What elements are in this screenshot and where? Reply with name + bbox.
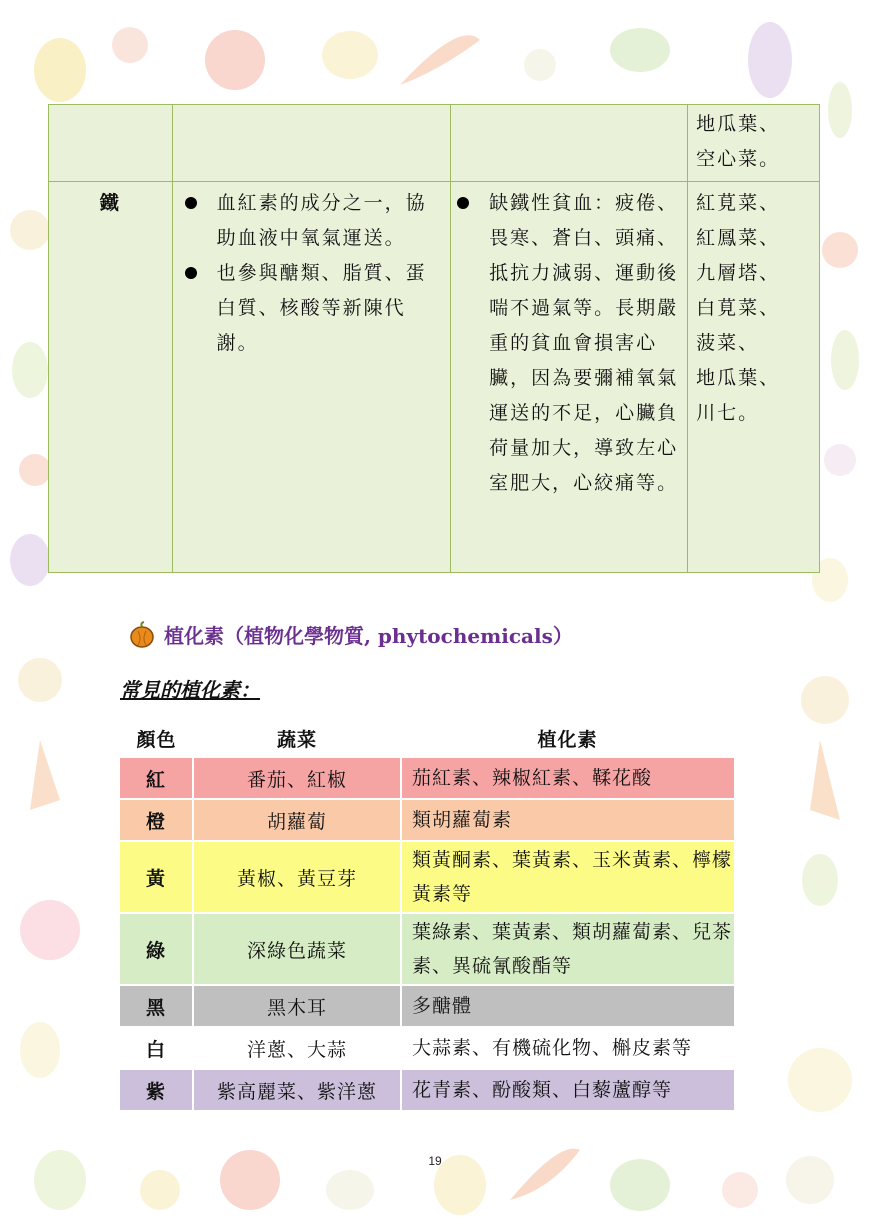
- color-cell: 紫: [120, 1069, 193, 1110]
- table-row: [120, 1069, 734, 1110]
- vegetable-cell: 黃椒、黃豆芽: [193, 841, 401, 913]
- vegetable-cell: 深綠色蔬菜: [193, 913, 401, 985]
- bullet-icon: [185, 197, 197, 209]
- food-item: 菠菜、: [696, 332, 760, 354]
- table-row: [49, 105, 820, 182]
- deficiency-text: 缺鐵性貧血：疲倦、畏寒、蒼白、頭痛、抵抗力減弱、運動後喘不過氣等。長期嚴重的貧血會損害心臟，因為要彌補氧氣運送的不足，心臟負荷量加大，導致左心室肥大，心絞痛等。: [489, 192, 679, 494]
- vegetable-cell: 黑木耳: [193, 985, 401, 1027]
- vegetable-cell: 洋蔥、大蒜: [193, 1027, 401, 1069]
- table-row: [120, 985, 734, 1027]
- food-item: 地瓜葉、: [696, 367, 781, 389]
- phytochemical-cell: 葉綠素、葉黃素、類胡蘿蔔素、兒茶素、異硫氰酸酯等: [401, 913, 734, 985]
- phytochemical-table: [120, 720, 734, 1110]
- page-number: 19: [428, 1154, 442, 1168]
- table-row: [49, 182, 820, 573]
- onion-icon: [128, 621, 156, 649]
- bullet-icon: [185, 267, 197, 279]
- color-cell: 綠: [120, 913, 193, 985]
- phytochemical-cell: 大蒜素、有機硫化物、槲皮素等: [401, 1027, 734, 1069]
- color-cell: 橙: [120, 799, 193, 841]
- food-item: 九層塔、: [696, 262, 781, 284]
- bullet-icon: [457, 197, 469, 209]
- vegetable-cell: 紫高麗菜、紫洋蔥: [193, 1069, 401, 1110]
- phytochemical-cell: 類黃酮素、葉黃素、玉米黃素、檸檬黃素等: [401, 841, 734, 913]
- color-cell: 白: [120, 1027, 193, 1069]
- phytochemical-cell: 茄紅素、辣椒紅素、鞣花酸: [401, 757, 734, 799]
- vegetable-cell: 胡蘿蔔: [193, 799, 401, 841]
- food-item: 白莧菜、: [696, 297, 781, 319]
- section-title: 植化素（植物化學物質, phytochemicals）: [164, 624, 573, 648]
- color-cell: 黃: [120, 841, 193, 913]
- function-text: 也參與醣類、脂質、蛋白質、核酸等新陳代謝。: [216, 262, 427, 354]
- section-subtitle: 常見的植化素：: [120, 678, 260, 702]
- bullet-item: [173, 182, 450, 256]
- header-vegetable: 蔬菜: [276, 728, 317, 751]
- food-item: 紅莧菜、: [696, 192, 781, 214]
- deficiency-cell: [451, 105, 688, 182]
- color-cell: 黑: [120, 985, 193, 1027]
- function-cell: [172, 105, 450, 182]
- food-item: 川七。: [696, 402, 760, 424]
- table-row: [120, 913, 734, 985]
- table-row: [120, 799, 734, 841]
- phytochemical-cell: 花青素、酚酸類、白藜蘆醇等: [401, 1069, 734, 1110]
- phytochemical-cell: 多醣體: [401, 985, 734, 1027]
- bullet-item: [451, 182, 687, 501]
- bullet-item: [173, 256, 450, 361]
- deficiency-cell: [451, 182, 688, 573]
- food-source-cell: [688, 182, 820, 573]
- nutrient-table: [48, 104, 820, 573]
- table-header-row: [120, 720, 734, 757]
- table-row: [120, 757, 734, 799]
- table-row: [120, 841, 734, 913]
- header-color: 顏色: [136, 728, 177, 751]
- section-heading: [128, 620, 573, 649]
- color-cell: 紅: [120, 757, 193, 799]
- phytochemical-cell: 類胡蘿蔔素: [401, 799, 734, 841]
- header-phytochemical: 植化素: [537, 728, 598, 751]
- food-item: 空心菜。: [696, 148, 781, 170]
- food-item: 地瓜葉、: [696, 113, 781, 135]
- nutrient-name: 鐵: [49, 182, 173, 573]
- function-cell: [172, 182, 450, 573]
- food-item: 紅鳳菜、: [696, 227, 781, 249]
- food-source-cell: [688, 105, 820, 182]
- nutrient-cell: [49, 105, 173, 182]
- table-row: [120, 1027, 734, 1069]
- vegetable-cell: 番茄、紅椒: [193, 757, 401, 799]
- function-text: 血紅素的成分之一，協助血液中氧氣運送。: [216, 192, 427, 249]
